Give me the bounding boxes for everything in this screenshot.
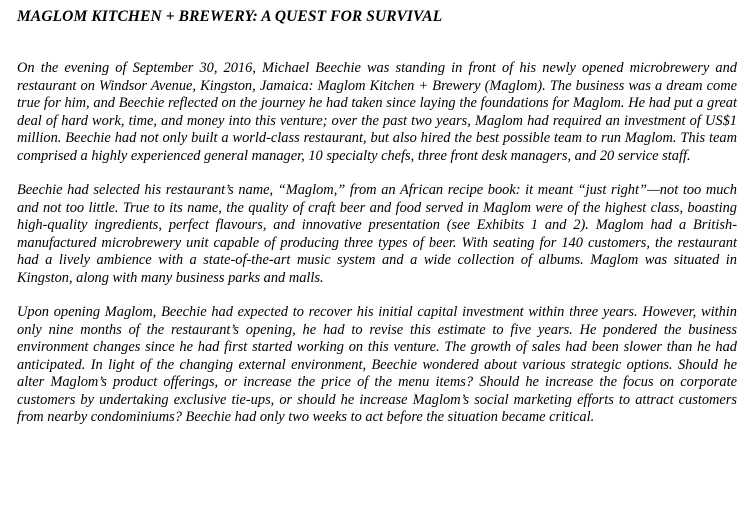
document-title: MAGLOM KITCHEN + BREWERY: A QUEST FOR SURVIVAL xyxy=(17,8,443,25)
document-page xyxy=(17,8,737,444)
paragraph-3: Upon opening Maglom, Beechie had expected to recover his initial capital investment within three years. However, within only nine months of the restaurant’s opening, he had to revise this estimate to five years. He pondered the business environment changes since he had first started working on this venture. The growth of sales had been slower than he had anticipated. In light of the changing external environment, Beechie wondered about various strategic options. Should he alter Maglom’s product offerings, or increase the price of the menu items? Should he increase the focus on corporate customers by undertaking exclusive tie-ups, or should he increase Maglom’s social marketing efforts to attract customers from nearby condominiums? Beechie had only two weeks to act before the situation became critical. xyxy=(17,304,737,425)
paragraph-2: Beechie had selected his restaurant’s name, “Maglom,” from an African recipe book: it meant “just right”—not too much and not too little. True to its name, the quality of craft beer and food served in Maglom were of the highest class, boasting high-quality ingredients, perfect flavours, and innovative presentation (see Exhibits 1 and 2). Maglom had a British-manufactured microbrewery unit capable of producing three types of beer. With seating for 140 customers, the restaurant had a lively ambience with a state-of-the-art music system and a wide collection of albums. Maglom was situated in Kingston, along with many business parks and malls. xyxy=(17,182,737,286)
paragraph-1: On the evening of September 30, 2016, Michael Beechie was standing in front of his newly opened microbrewery and restaurant on Windsor Avenue, Kingston, Jamaica: Maglom Kitchen + Brewery (Maglom). The business was a dream come true for him, and Beechie reflected on the journey he had taken since laying the foundations for Maglom. He had put a great deal of hard work, time, and money into this venture; over the past two years, Maglom had required an investment of US$1 million. Beechie had not only built a world-class restaurant, but also hired the best possible team to run Maglom. This team comprised a highly experienced general manager, 10 specialty chefs, three front desk managers, and 20 service staff. xyxy=(17,60,737,164)
